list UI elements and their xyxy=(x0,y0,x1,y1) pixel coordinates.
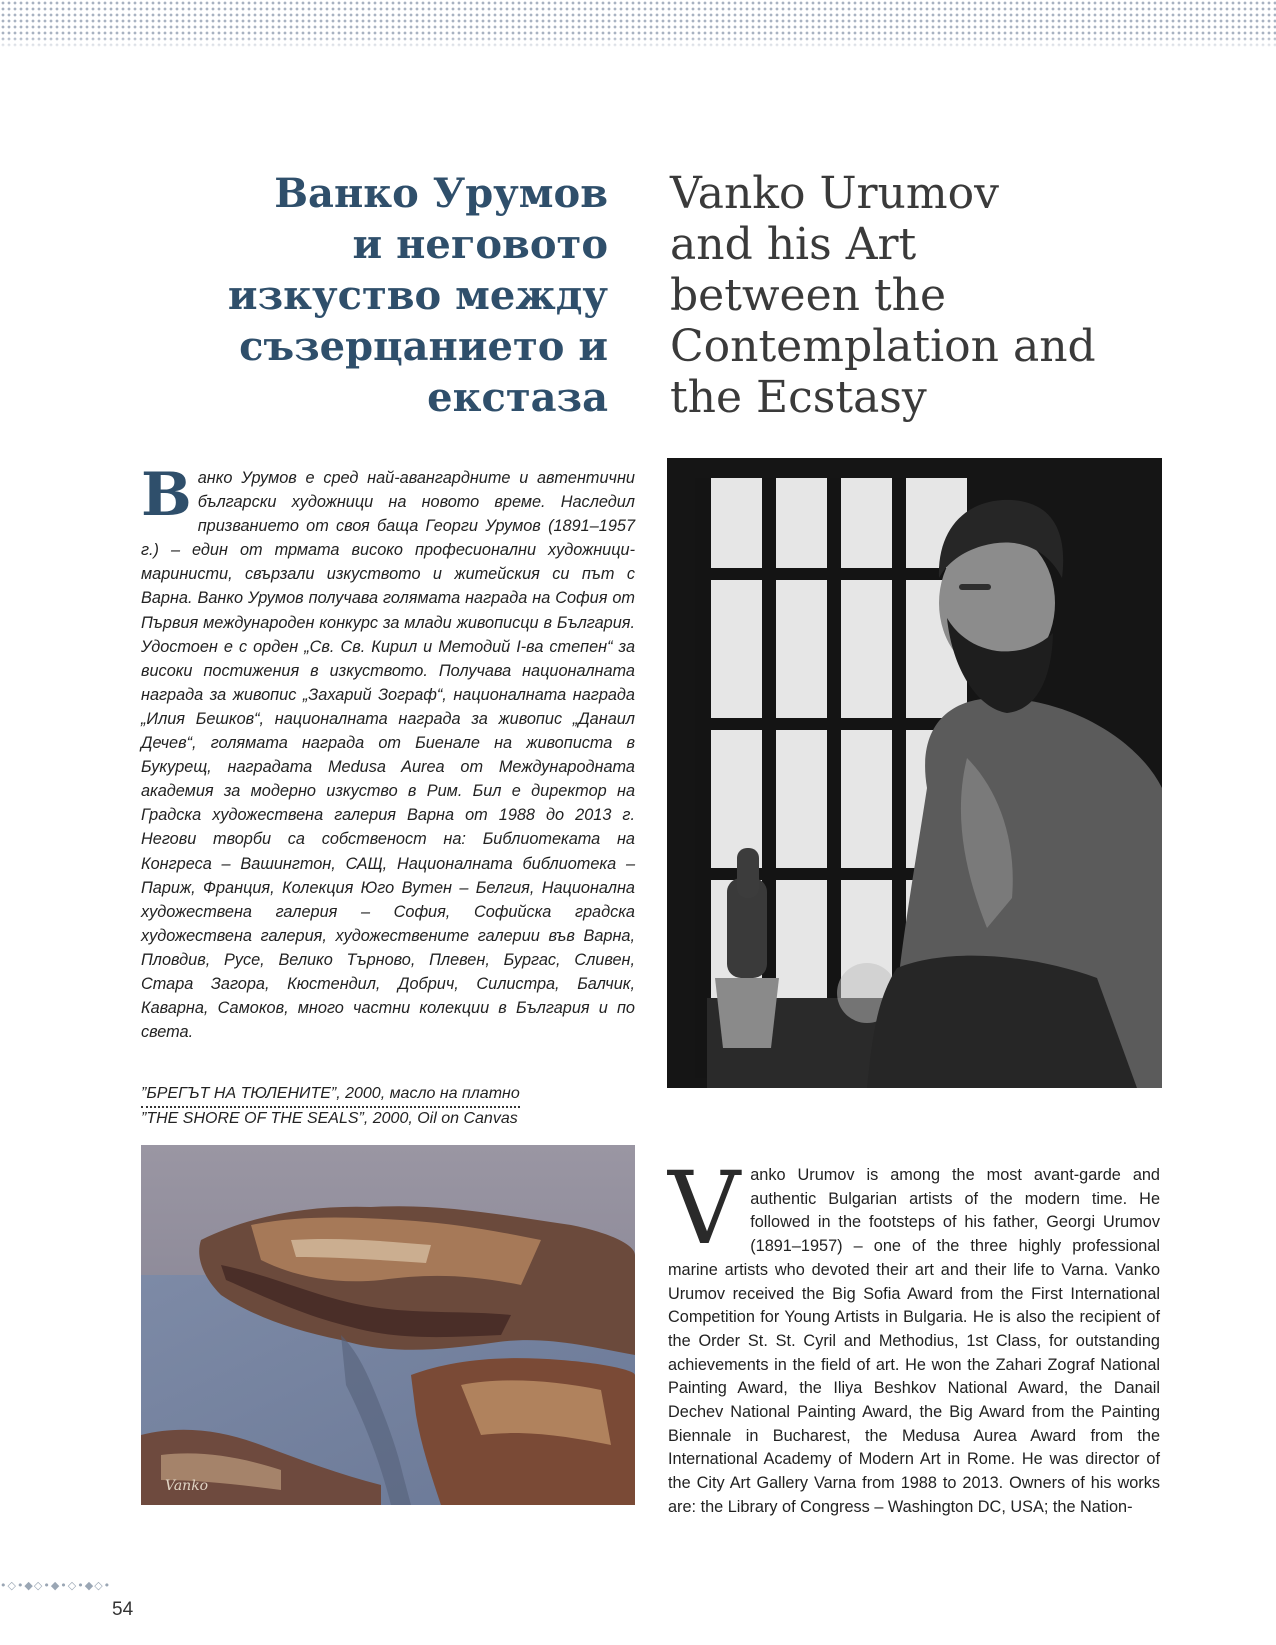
caption-bulgarian: ”БРЕГЪТ НА ТЮЛЕНИТЕ”, 2000, масло на платно xyxy=(141,1083,520,1108)
portrait-image xyxy=(667,458,1162,1088)
painting-shore-of-the-seals xyxy=(141,1145,635,1505)
dotted-header-band xyxy=(0,0,1276,50)
body-text-english xyxy=(668,1150,1160,1520)
painting-image xyxy=(141,1145,635,1505)
drop-cap-english: V xyxy=(668,1150,741,1267)
artist-portrait-photo xyxy=(667,458,1162,1088)
caption-english: ”THE SHORE OF THE SEALS”, 2000, Oil on Canvas xyxy=(141,1110,518,1127)
footer-ornament-icon: •◇•◆◇•◆•◇•◆◇• xyxy=(0,1579,112,1592)
body-english-text: anko Urumov is among the most avant-garde and authentic Bulgarian artists of the modern time. He followed in the footsteps of his father, Georgi Urumov (1891–1957) – one of the three highly professional marine artists who devoted their art and their life to Varna. Vanko Urumov received the Big Sofia Award from the First International Competition for Young Artists in Bulgaria. He is also the recipient of the Order St. St. Cyril and Methodius, 1st Class, for outstanding achievements in the field of art. He won the Zahari Zograf National Painting Award, the Iliya Beshkov National Award, the Danail Dechev National Painting Award, the Big Award from the Painting Biennale in Bucharest, the Medusa Aurea Award from the International Academy of Modern Art in Rome. He was director of the City Art Gallery Varna from 1988 to 2013. Owners of his works are: the Library of Congress – Washington DC, USA; the Nation- xyxy=(668,1166,1160,1516)
painting-caption xyxy=(141,1083,621,1130)
painting-signature: Vanko xyxy=(165,1478,209,1494)
drop-cap-bulgarian: В xyxy=(141,460,192,530)
body-text-bulgarian xyxy=(141,460,635,1044)
title-bulgarian: Ванко Урумов и неговото изкуство между съзерцанието и екстаза xyxy=(227,170,608,421)
page-number: 54 xyxy=(112,1599,134,1620)
body-bulgarian-text: анко Урумов е сред най-авангардните и автентични български художници на новото време. Наследил призванието от своя баща Георги Урумов (1891–1957 г.) – един от трмата високо професионални художници-маринисти, свързали изкуството и житейския си път с Варна. Ванко Урумов получава голямата награда на София от Първия международен конкурс за млади живописци в България. Удостоен е с орден „Св. Св. Кирил и Методий I-ва степен“ за високи постижения в изкуството. Получава националната награда за живопис „Захарий Зограф“, националната награда „Илия Бешков“, националната награда за живопис „Данаил Дечев“, голямата награда от Биенале на живописта в Букурещ, наградата Medusa Aurea от Международната академия за модерно изкуство в Рим. Бил е директор на Градска художествена галерия Варна от 1988 до 2013 г. Негови творби са собственост на: Библиотеката на Конгреса – Вашингтон, САЩ, Националната библиотека – Париж, Франция, Колекция Юго Вутен – Белгия, Национална художествена галерия – София, Софийска градска художествена галерия, художествените галерии във Варна, Пловдив, Русе, Велико Търново, Плевен, Бургас, Сливен, Стара Загора, Кюстендил, Добрич, Силистра, Балчик, Каварна, Самоков, много частни колекции в България и по света. xyxy=(141,469,635,1042)
title-english: Vanko Urumov and his Art between the Contemplation and the Ecstasy xyxy=(670,168,1096,423)
